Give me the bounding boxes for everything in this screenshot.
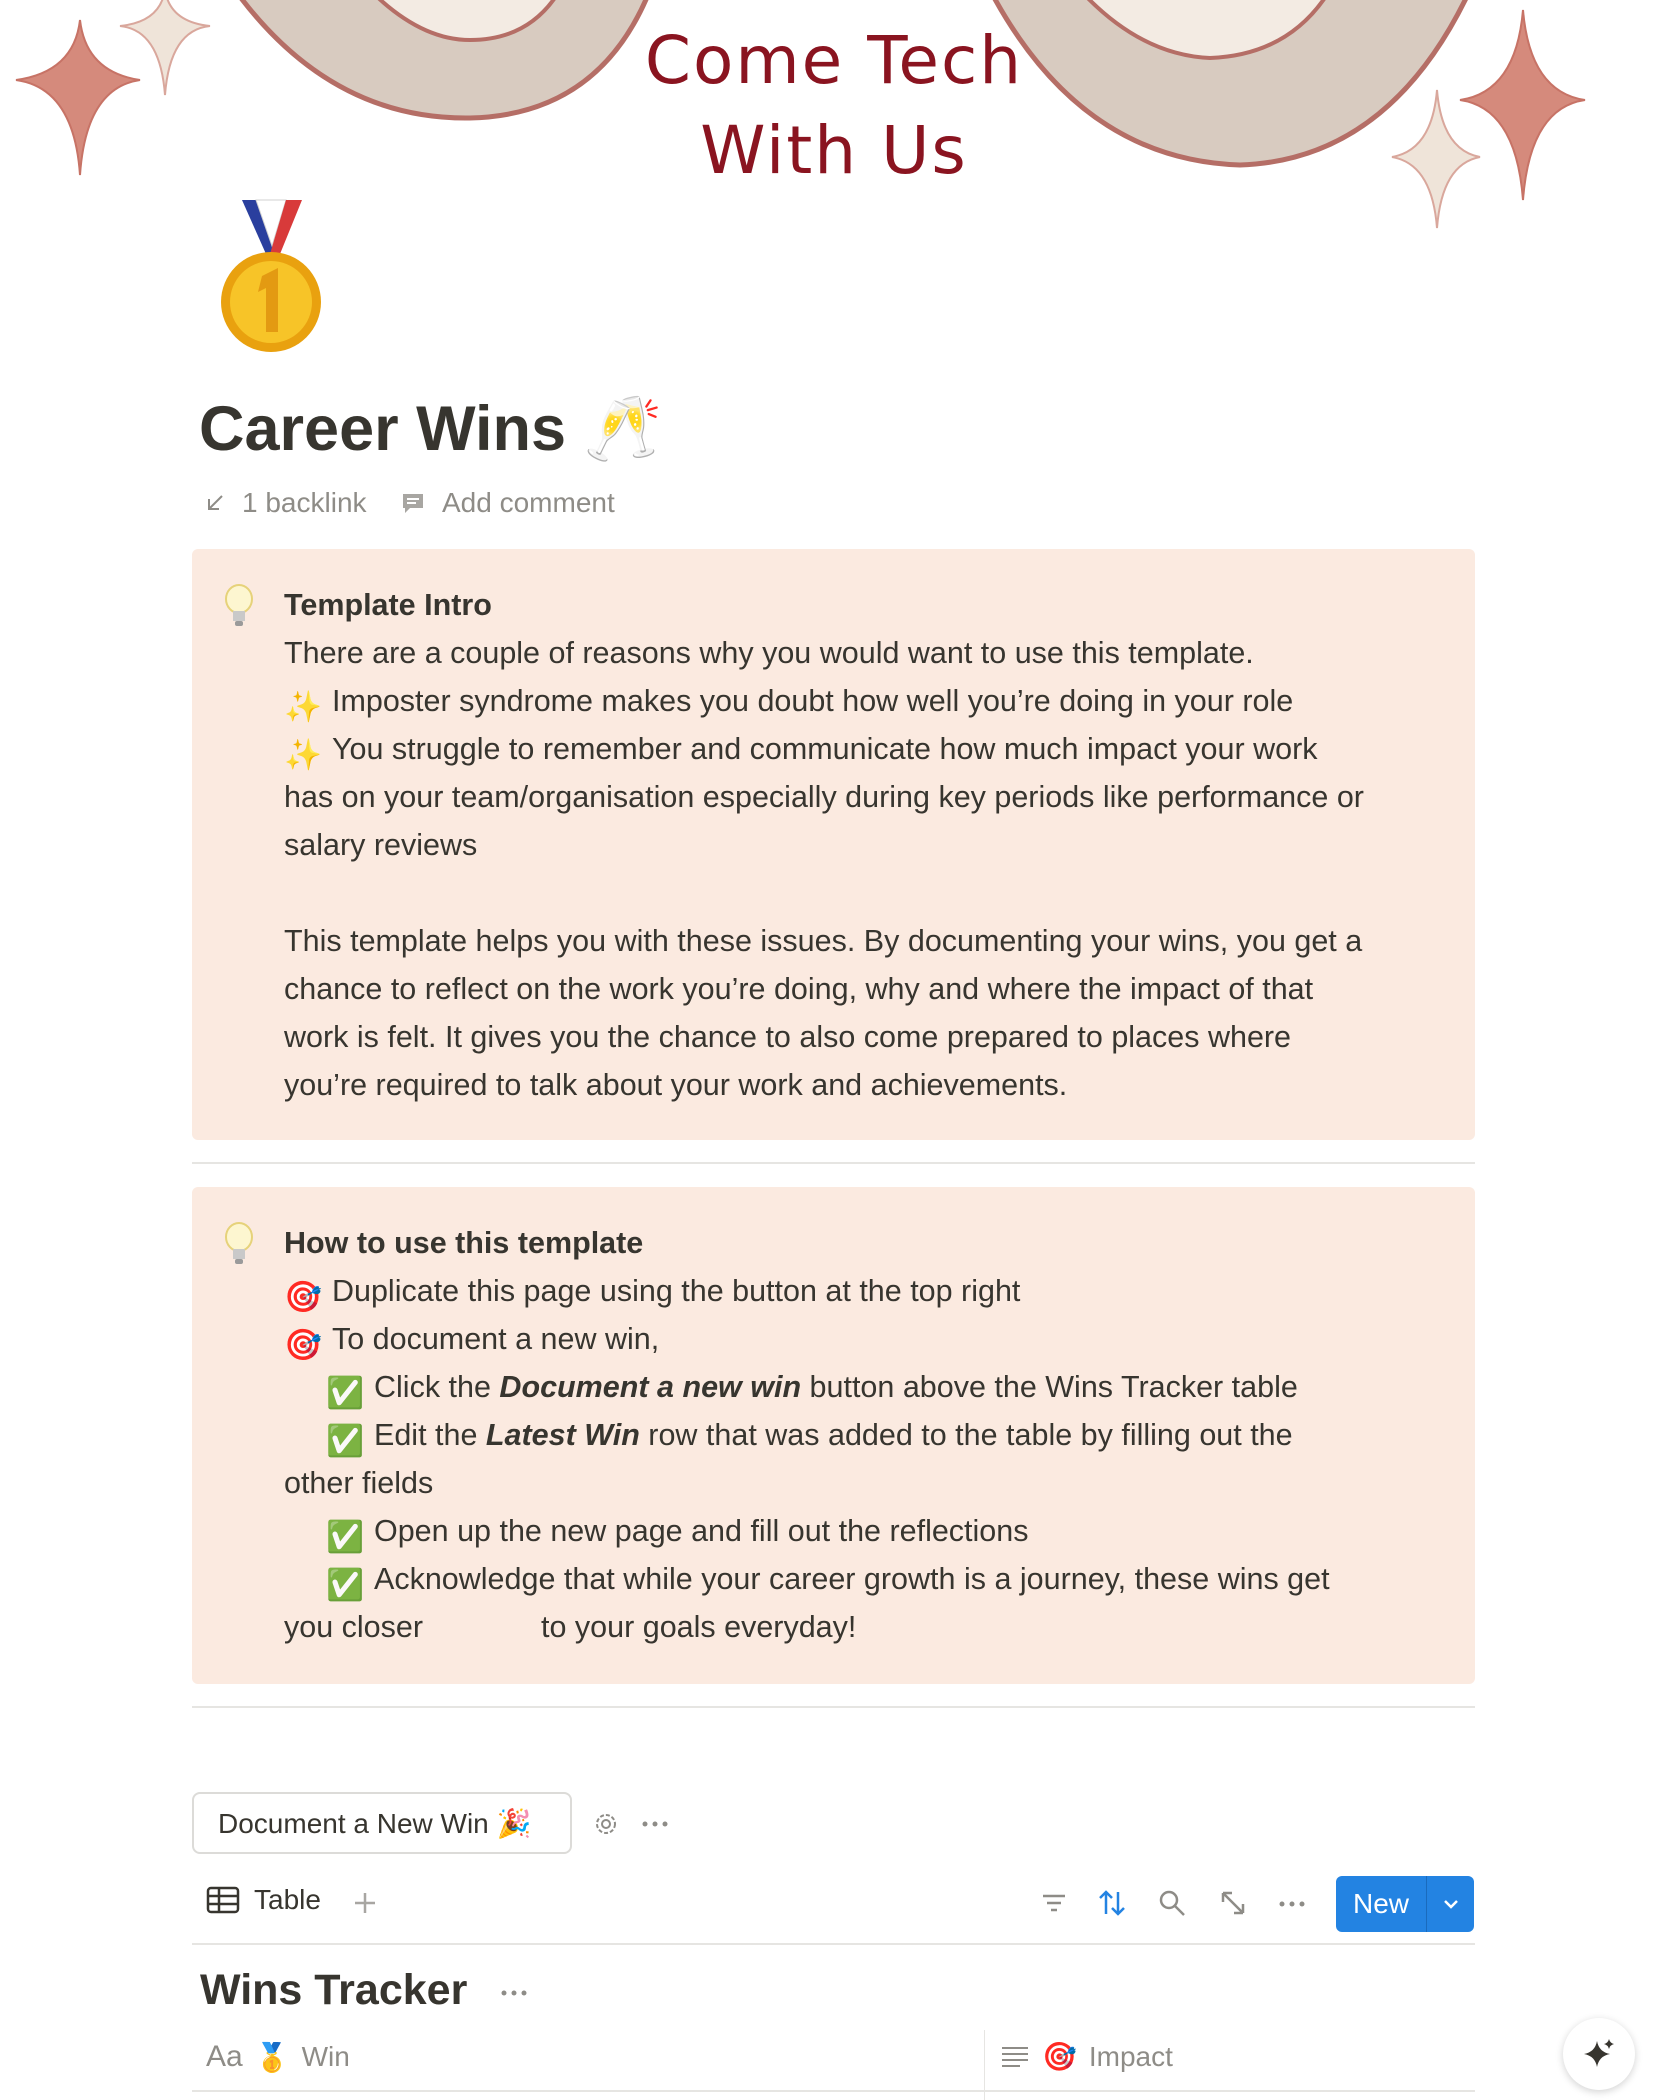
substep-line: [284, 1363, 1445, 1411]
database-title[interactable]: [200, 1966, 529, 2015]
target-icon: 🎯: [1042, 2041, 1077, 2072]
callout-text: Imposter syndrome makes you doubt how well you’re doing in your role: [331, 684, 1294, 718]
backlink-label: 1 backlink: [242, 487, 367, 518]
column-header-win[interactable]: [206, 2040, 350, 2074]
page-title[interactable]: Career Wins 🥂: [199, 394, 663, 464]
medal-icon: 🥇: [254, 2041, 290, 2073]
ai-assistant-button[interactable]: [1563, 2018, 1635, 2090]
callout-text-line: [284, 725, 1445, 773]
add-view-icon[interactable]: [352, 1890, 378, 1916]
substep-line: [284, 1411, 1445, 1459]
target-icon: 🎯: [284, 1280, 322, 1314]
sort-icon[interactable]: [1097, 1888, 1127, 1918]
callout-heading: Template Intro: [284, 588, 492, 622]
substep-text: Click the: [373, 1370, 500, 1404]
divider: [192, 1162, 1475, 1164]
document-new-win-button[interactable]: Document a New Win 🎉: [192, 1792, 572, 1854]
callout-text-line: chance to reflect on the work you’re doing, why and where the impact of that: [284, 972, 1314, 1006]
new-dropdown-toggle[interactable]: [1427, 1898, 1474, 1910]
sparkles-icon: ✨: [284, 690, 322, 724]
search-icon[interactable]: [1157, 1888, 1187, 1918]
text-lines-icon: [1000, 2044, 1030, 2070]
substep-text: Edit the: [373, 1418, 486, 1452]
callout-text-line: There are a couple of reasons why you would want to use this template.: [284, 636, 1254, 670]
divider: [192, 2090, 1475, 2092]
column-header-impact[interactable]: [1000, 2040, 1173, 2073]
expand-icon[interactable]: [1218, 1888, 1248, 1918]
add-comment-label: Add comment: [442, 487, 615, 518]
substep-text: to your goals everyday!: [541, 1610, 857, 1644]
database-title-text: Wins Tracker: [200, 1966, 468, 2014]
substep-continuation: other fields: [284, 1466, 434, 1500]
step-line: [284, 1267, 1445, 1315]
callout-text-line: This template helps you with these issues. By documenting your wins, you get a: [284, 924, 1363, 958]
callout-text-line: salary reviews: [284, 828, 478, 862]
lightbulb-icon: [222, 1221, 256, 1267]
check-mark-icon: ✅: [326, 1520, 364, 1554]
check-mark-icon: ✅: [326, 1568, 364, 1602]
arrow-down-left-icon: [204, 492, 226, 514]
check-mark-icon: ✅: [326, 1376, 364, 1410]
callout-text-line: has on your team/organisation especially during key periods like performance or: [284, 780, 1364, 814]
substep-text: button above the Wins Tracker table: [801, 1370, 1298, 1404]
cover-title-line-2: With Us: [700, 112, 968, 189]
callout-blank-line: [284, 869, 1445, 917]
substep-continuation: [284, 1603, 1445, 1651]
column-label: Impact: [1088, 2040, 1173, 2072]
target-icon: 🎯: [284, 1328, 322, 1362]
substep-text: Acknowledge that while your career growth is a journey, these wins get: [373, 1562, 1330, 1596]
callout-how-to-use[interactable]: [192, 1187, 1475, 1684]
title-type-icon: Aa: [206, 2040, 243, 2073]
substep-emphasis: Document a new win: [499, 1370, 802, 1404]
callout-text-line: you’re required to talk about your work and achievements.: [284, 1068, 1068, 1102]
substep-text: row that was added to the table by filling out the: [639, 1418, 1293, 1452]
callout-heading: How to use this template: [284, 1226, 644, 1260]
table-icon: [206, 1886, 240, 1914]
substep-emphasis: Latest Win: [485, 1418, 640, 1452]
cover-title-line-1: Come Tech: [644, 22, 1024, 99]
step-line: [284, 1315, 1445, 1363]
add-comment-button[interactable]: [400, 487, 615, 519]
more-options-icon[interactable]: [499, 1981, 529, 2005]
substep-text: you closer: [284, 1610, 424, 1644]
sparkle-icon: [1582, 2037, 1616, 2071]
tab-table-view[interactable]: [206, 1884, 321, 1916]
new-button-label: New: [1352, 1888, 1409, 1919]
backlink-link[interactable]: [204, 487, 367, 519]
step-text: Duplicate this page using the button at the top right: [331, 1274, 1021, 1308]
filter-icon[interactable]: [1040, 1890, 1068, 1916]
gear-icon[interactable]: [592, 1810, 620, 1838]
step-text: To document a new win,: [331, 1322, 660, 1356]
substep-text: Open up the new page and fill out the reflections: [373, 1514, 1029, 1548]
substep-line: [284, 1555, 1445, 1603]
substep-line: [284, 1507, 1445, 1555]
more-options-icon[interactable]: [640, 1812, 670, 1836]
more-options-icon[interactable]: [1277, 1892, 1307, 1916]
divider: [192, 1943, 1475, 1945]
column-label: Win: [301, 2041, 350, 2072]
medal-icon[interactable]: [210, 196, 330, 356]
new-record-button[interactable]: [1336, 1876, 1474, 1932]
check-mark-icon: ✅: [326, 1424, 364, 1458]
lightbulb-icon: [222, 583, 256, 629]
callout-text-line: work is felt. It gives you the chance to also come prepared to places where: [284, 1020, 1292, 1054]
view-label: Table: [254, 1884, 321, 1915]
callout-template-intro[interactable]: [192, 549, 1475, 1140]
sparkles-icon: ✨: [284, 738, 322, 772]
callout-text: You struggle to remember and communicate how much impact your work: [331, 732, 1318, 766]
chevron-down-icon: [1442, 1898, 1460, 1910]
callout-text-line: [284, 677, 1445, 725]
comment-icon: [400, 491, 426, 515]
divider: [192, 1706, 1475, 1708]
